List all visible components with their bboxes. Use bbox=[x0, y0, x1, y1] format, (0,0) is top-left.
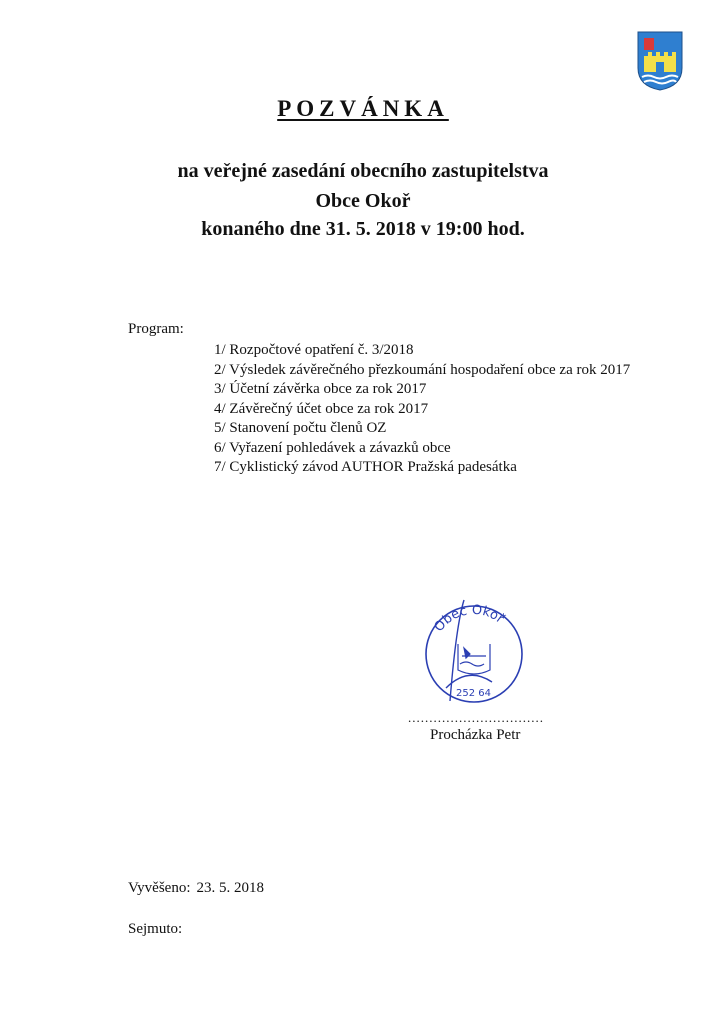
subtitle-line: na veřejné zasedání obecního zastupitelstva bbox=[177, 160, 549, 182]
removed-label: Sejmuto: bbox=[128, 921, 183, 937]
document-title: POZVÁNKA bbox=[277, 96, 449, 121]
program-item: 2/ Výsledek závěrečného přezkoumání hospodaření obce za rok 2017 bbox=[214, 361, 631, 378]
program-item: 4/ Závěrečný účet obce za rok 2017 bbox=[214, 400, 429, 417]
program-label: Program: bbox=[128, 321, 184, 337]
stamp-text-bottom: 252 64 bbox=[456, 688, 491, 699]
meeting-date-line: konaného dne 31. 5. 2018 v 19:00 hod. bbox=[201, 218, 525, 240]
municipality-name: Obce Okoř bbox=[315, 190, 411, 212]
posted-row bbox=[128, 880, 264, 897]
posted-date: 23. 5. 2018 bbox=[196, 880, 264, 896]
program-item: 5/ Stanovení počtu členů OZ bbox=[214, 420, 387, 436]
program-item: 7/ Cyklistický závod AUTHOR Pražská padesátka bbox=[214, 459, 517, 475]
stamp-text-top: Obec Okoř bbox=[431, 602, 507, 635]
posted-label: Vyvěšeno: bbox=[128, 880, 191, 896]
coat-of-arms-icon bbox=[636, 30, 684, 92]
program-item: 6/ Vyřazení pohledávek a závazků obce bbox=[214, 439, 451, 456]
program-list bbox=[214, 341, 630, 478]
program-item: 3/ Účetní závěrka obce za rok 2017 bbox=[214, 381, 427, 397]
official-stamp bbox=[416, 596, 526, 706]
program-item: 1/ Rozpočtové opatření č. 3/2018 bbox=[214, 342, 414, 358]
signatory-name: Procházka Petr bbox=[430, 727, 521, 743]
signature-line: ................................ bbox=[408, 710, 544, 725]
